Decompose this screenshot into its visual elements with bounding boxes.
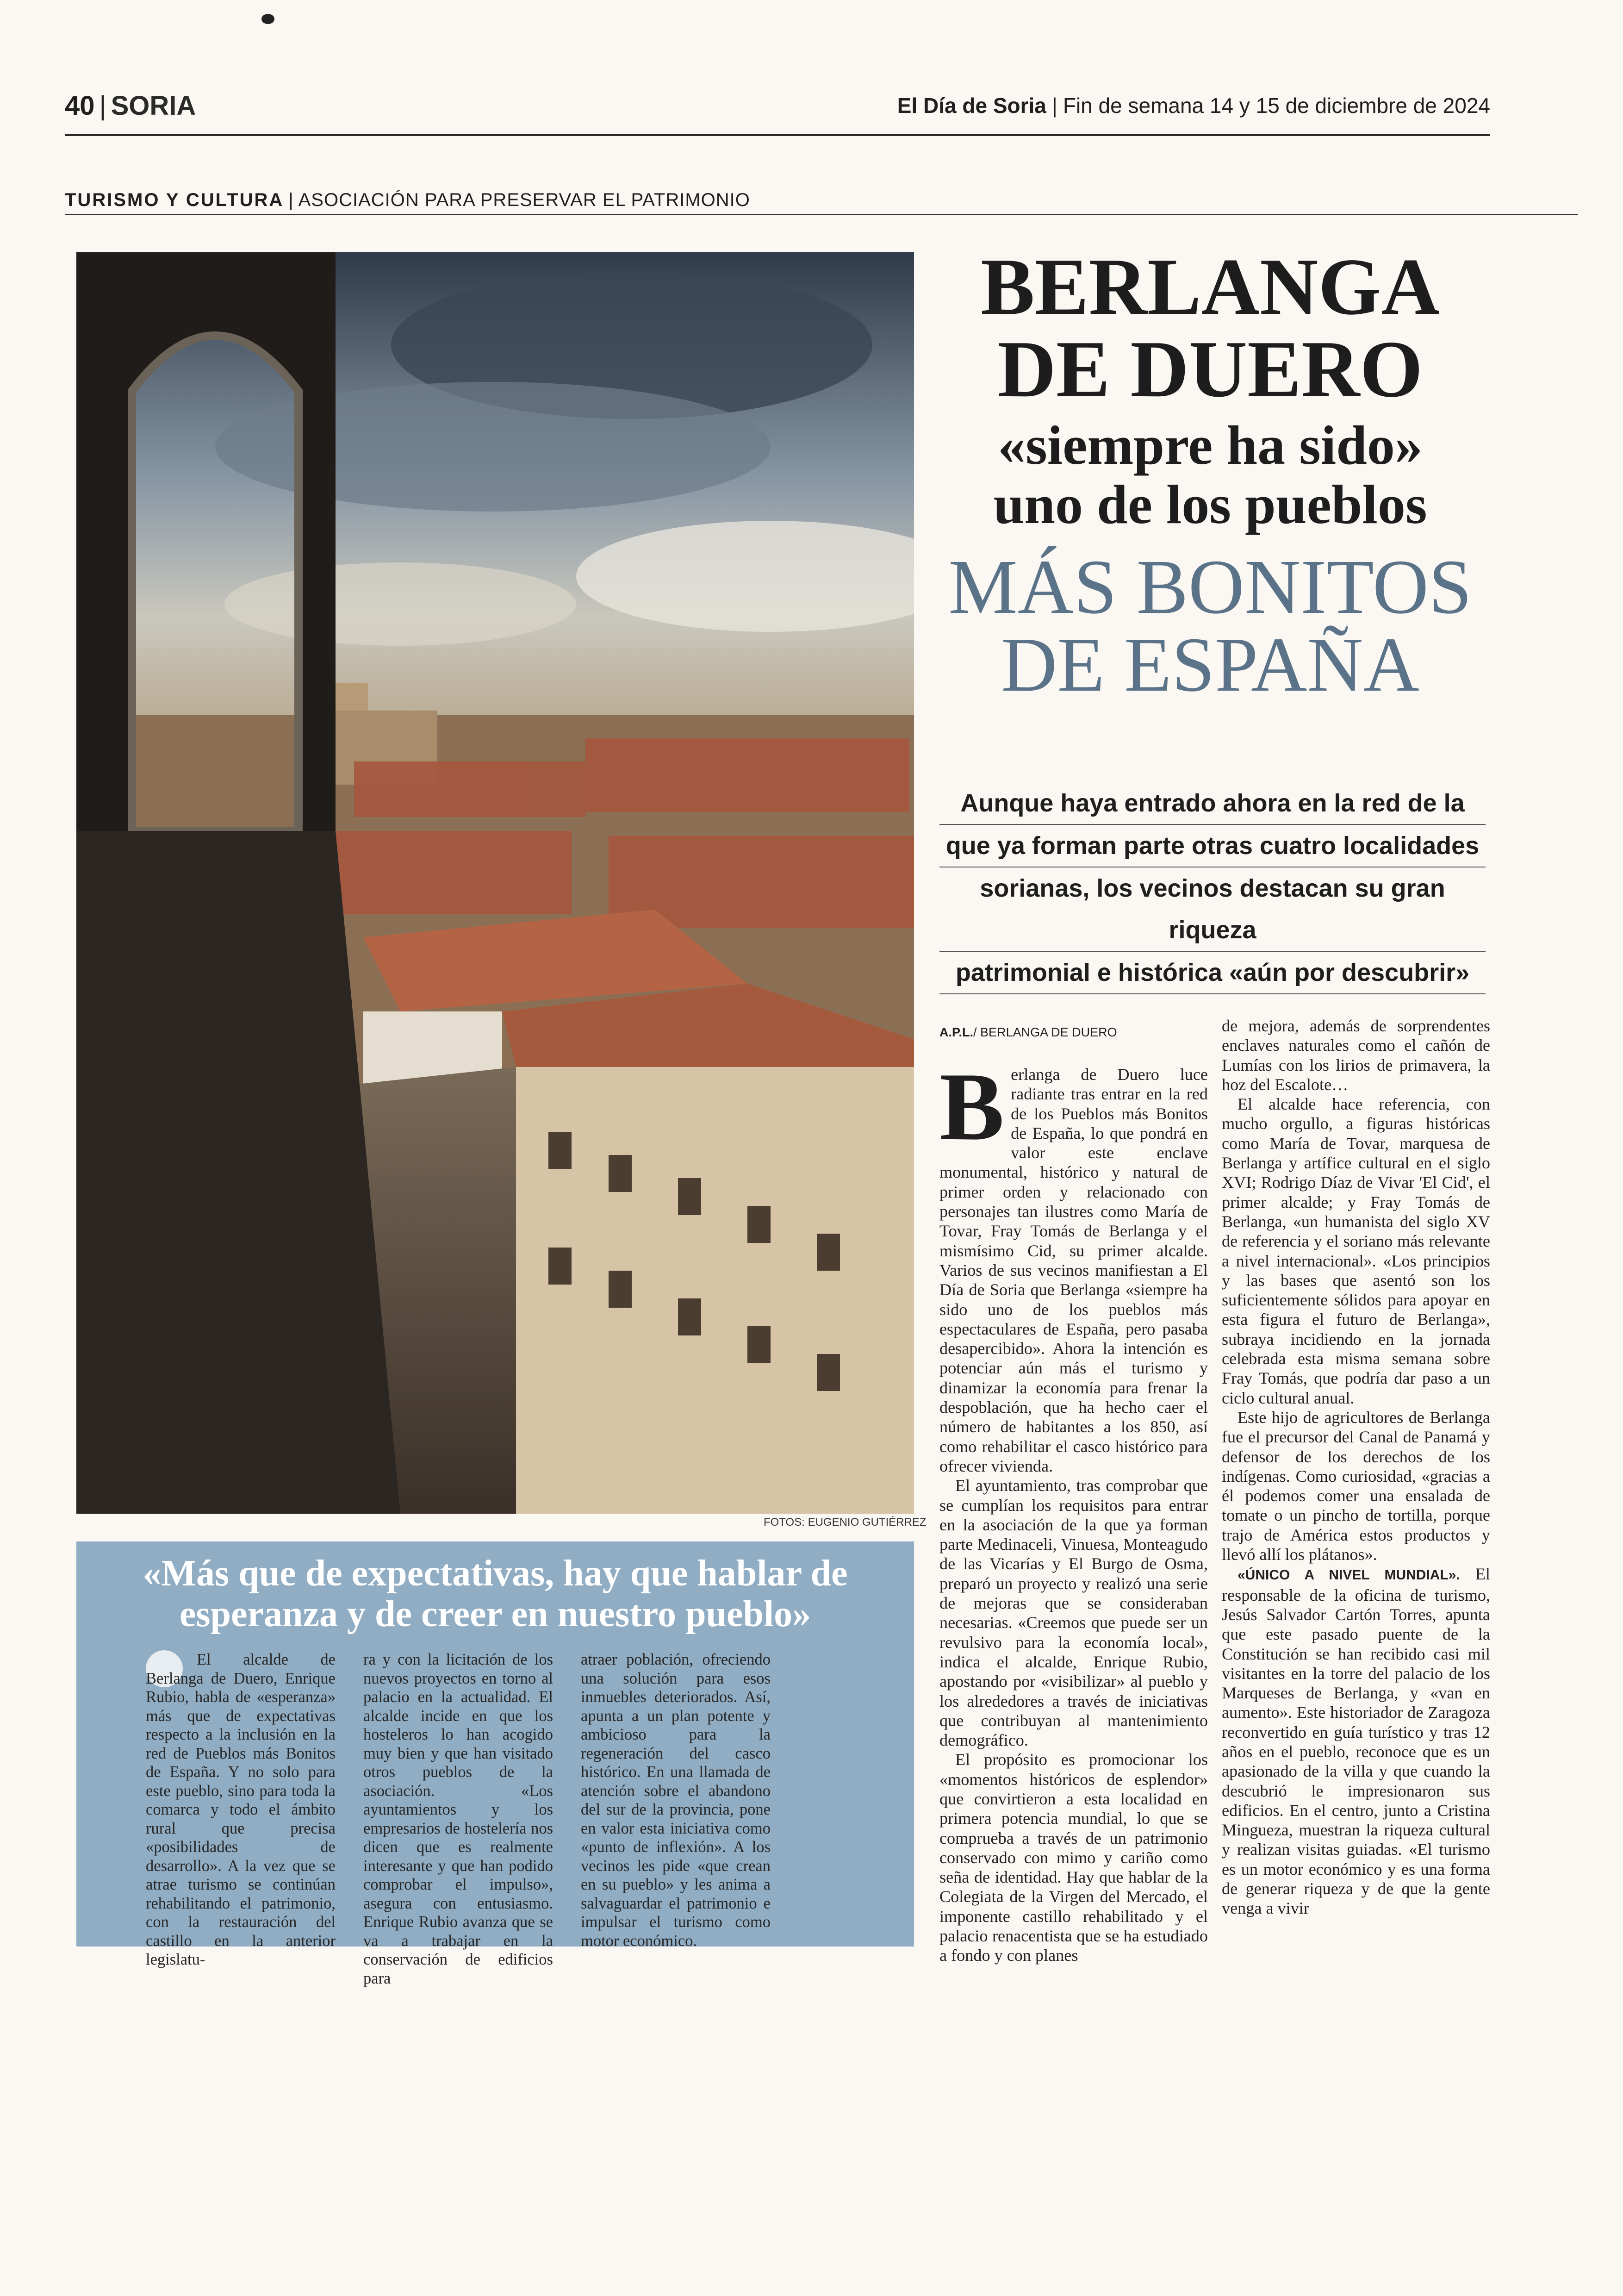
headline-line-2: DE DUERO <box>997 324 1423 414</box>
photo-credit: FOTOS: EUGENIO GUTIÉRREZ <box>764 1516 927 1529</box>
article-column-2 <box>1222 1016 1490 1918</box>
article-column-1 <box>939 1053 1208 1965</box>
issue-date: Fin de semana 14 y 15 de diciembre de 2024 <box>1063 94 1490 118</box>
punch-hole-mark <box>261 14 274 24</box>
byline: A.P.L./ BERLANGA DE DUERO <box>939 1025 1117 1039</box>
headline-line-1: BERLANGA <box>981 242 1440 331</box>
section-name: SORIA <box>111 91 196 121</box>
sidebar-column-2: ra y con la licitación de los nuevos proyectos en torno al palacio en la actualidad. El alcalde incide en que los hosteleros lo han acogido muy bien y que han visitado otros pueblos de la asociación. «Los ayuntamientos y los empresarios de hostelería nos dicen que es realmente interesante y que han podido comprobar el impulso», asegura con entusiasmo. Enrique Rubio avanza que se va a trabajar en la conservación de edificios para <box>363 1651 553 1987</box>
article-kicker: «ÚNICO A NIVEL MUNDIAL». <box>1237 1567 1460 1583</box>
subheadline-line-4: patrimonial e histórica «aún por descubrir» <box>939 952 1486 994</box>
section-rule <box>65 214 1578 215</box>
headline-line-5: MÁS BONITOS <box>948 544 1472 630</box>
main-photo <box>76 252 914 1514</box>
photo-berlanga-view <box>76 252 914 1514</box>
subheadline <box>939 782 1486 994</box>
article-paragraph: Berlanga de Duero luce radiante tras entrar en la red de los Pueblos más Bonitos de España, lo que pondrá en valor este enclave monumental, histórico y natural de primer orden y relacionado con personajes tan ilustres como María de Tovar, Fray Tomás de Berlanga y el mismísimo Cid, su primer alcalde. Varios de sus vecinos manifiestan a El Día de Soria que Berlanga «siempre ha sido uno de los pueblos más espectaculares de España, pero pasaba desapercibido». Ahora la intención es potenciar aún más el turismo y dinamizar la economía para frenar la despoblación, que ha hecho caer el número de habitantes a los 850, así como rehabilitar el casco histórico para ofrecer vivienda. <box>939 1053 1208 1475</box>
headline-line-4: uno de los pueblos <box>993 474 1427 535</box>
header-rule <box>65 134 1490 136</box>
article-paragraph: El ayuntamiento, tras comprobar que se cumplían los requisitos para entrar en la asociación de la que ya forman parte Medinaceli, Vinuesa, Monteagudo de las Vicarías y El Burgo de Osma, preparó un proyecto y realizó una serie de mejoras que se consideraban necesarias. «Creemos que puede ser un revulsivo para la economía local», indica el alcalde, Enrique Rubio, apostando por «visibilizar» al pueblo y los alrededores a través de iniciativas que contribuyan al mantenimiento demográfico. <box>939 1476 1208 1750</box>
byline-author: A.P.L. <box>939 1025 974 1039</box>
sidebar-title: «Más que de expectativas, hay que hablar de esperanza y de creer en nuestro pueblo» <box>143 1553 848 1635</box>
headline-line-3: «siempre ha sido» <box>998 414 1423 476</box>
subheadline-line-3: sorianas, los vecinos destacan su gran riqueza <box>939 867 1486 952</box>
sidebar-column-3: atraer población, ofreciendo una solución para esos inmuebles deteriorados. Así, apunta a un plan potente y ambicioso para la regeneración del casco histórico. En una llamada de atención sobre el abandono del sur de la provincia, pone en valor esta iniciativa como «punto de inflexión». A los vecinos les pide «que crean en su pueblo» y les anima a salvaguardar el patrimonio e impulsar el turismo como motor económico. <box>581 1651 771 1950</box>
section-bar: TURISMO Y CULTURA | ASOCIACIÓN PARA PRESERVAR EL PATRIMONIO <box>65 190 750 210</box>
subheadline-line-1: Aunque haya entrado ahora en la red de la <box>939 782 1486 825</box>
section-topic: ASOCIACIÓN PARA PRESERVAR EL PATRIMONIO <box>298 190 750 210</box>
article-paragraph: El alcalde hace referencia, con mucho orgullo, a figuras históricas como María de Tovar, marquesa de Berlanga y artífice cultural en el siglo XVI; Rodrigo Díaz de Vivar 'El Cid', el primer alcalde; y Fray Tomás de Berlanga, «un humanista del siglo XV de referencia y el soriano más relevante a nivel internacional». «Los principios y las bases que asentó son los suficientemente sólidos para apoyar en esta figura el futuro de Berlanga», subraya incidiendo en la jornada celebrada esta misma semana sobre Fray Tomás, que podría dar paso a un ciclo cultural anual. <box>1222 1095 1490 1407</box>
article-paragraph: Este hijo de agricultores de Berlanga fue el precursor del Canal de Panamá y defensor de los derechos de los indígenas. Como curiosidad, «gracias a él podemos comer una ensalada de tomate o un pincho de tortilla, porque trajo de América estos productos y llevó allí los plátanos». <box>1222 1408 1490 1564</box>
newspaper-name: El Día de Soria <box>897 94 1046 118</box>
paper-date-line: El Día de Soria | Fin de semana 14 y 15 de diciembre de 2024 <box>897 94 1490 118</box>
page-header <box>65 90 1490 127</box>
page-number: 40 <box>65 91 95 121</box>
sidebar-column-1: El alcalde de Berlanga de Duero, Enrique Rubio, habla de «esperanza» más que de expectativas respecto a la inclusión en la red de Pueblos más Bonitos de España. Y no solo para este pueblo, sino para toda la comarca y todo el ámbito rural que precisa «posibilidades de desarrollo». A la vez que se atrae turismo se continúan rehabilitando el patrimonio, con la restauración del castillo en la anterior legislatu- <box>146 1651 336 1968</box>
drop-cap: B <box>939 1053 1005 1160</box>
article-paragraph: de mejora, además de sorprendentes enclaves naturales como el cañón de Lumías con los lirios de primavera, la hoz del Escalote… <box>1222 1017 1490 1094</box>
byline-place: BERLANGA DE DUERO <box>980 1025 1117 1039</box>
subheadline-line-2: que ya forman parte otras cuatro localidades <box>939 825 1486 867</box>
article-paragraph: El propósito es promocionar los «momentos históricos de esplendor» que convirtieron a esta localidad en primera potencia mundial, lo que se comprueba a través de un patrimonio conservado con mimo y cariño como seña de identidad. Hay que hablar de la Colegiata de la Virgen del Mercado, el imponente castillo rehabilitado y el palacio renacentista que se ha estudiado a fondo y con planes <box>939 1750 1208 1965</box>
page-number-section: 40 | SORIA <box>65 91 196 121</box>
headline-line-6: DE ESPAÑA <box>1001 622 1419 708</box>
article-paragraph: «ÚNICO A NIVEL MUNDIAL». El responsable de la oficina de turismo, Jesús Salvador Cartón Torres, apunta que este pasado puente de la Constitución se han recibido casi mil visitantes en la torre del palacio de los Marqueses de Berlanga, y «van en aumento». Este historiador de Zaragoza reconvertido en guía turístico y tras 12 años en el pueblo, reconoce que es un apasionado de la villa y que cuando la descubrió le impresionaron sus edificios. En el centro, junto a Cristina Mingueza, muestran la riqueza cultural y realizan visitas guiadas. «El turismo es un motor económico y es una forma de generar riqueza y de que la gente venga a vivir <box>1222 1565 1490 1918</box>
sidebar-box <box>76 1541 914 1987</box>
section-category: TURISMO Y CULTURA <box>65 190 284 210</box>
headline-block <box>930 242 1490 708</box>
